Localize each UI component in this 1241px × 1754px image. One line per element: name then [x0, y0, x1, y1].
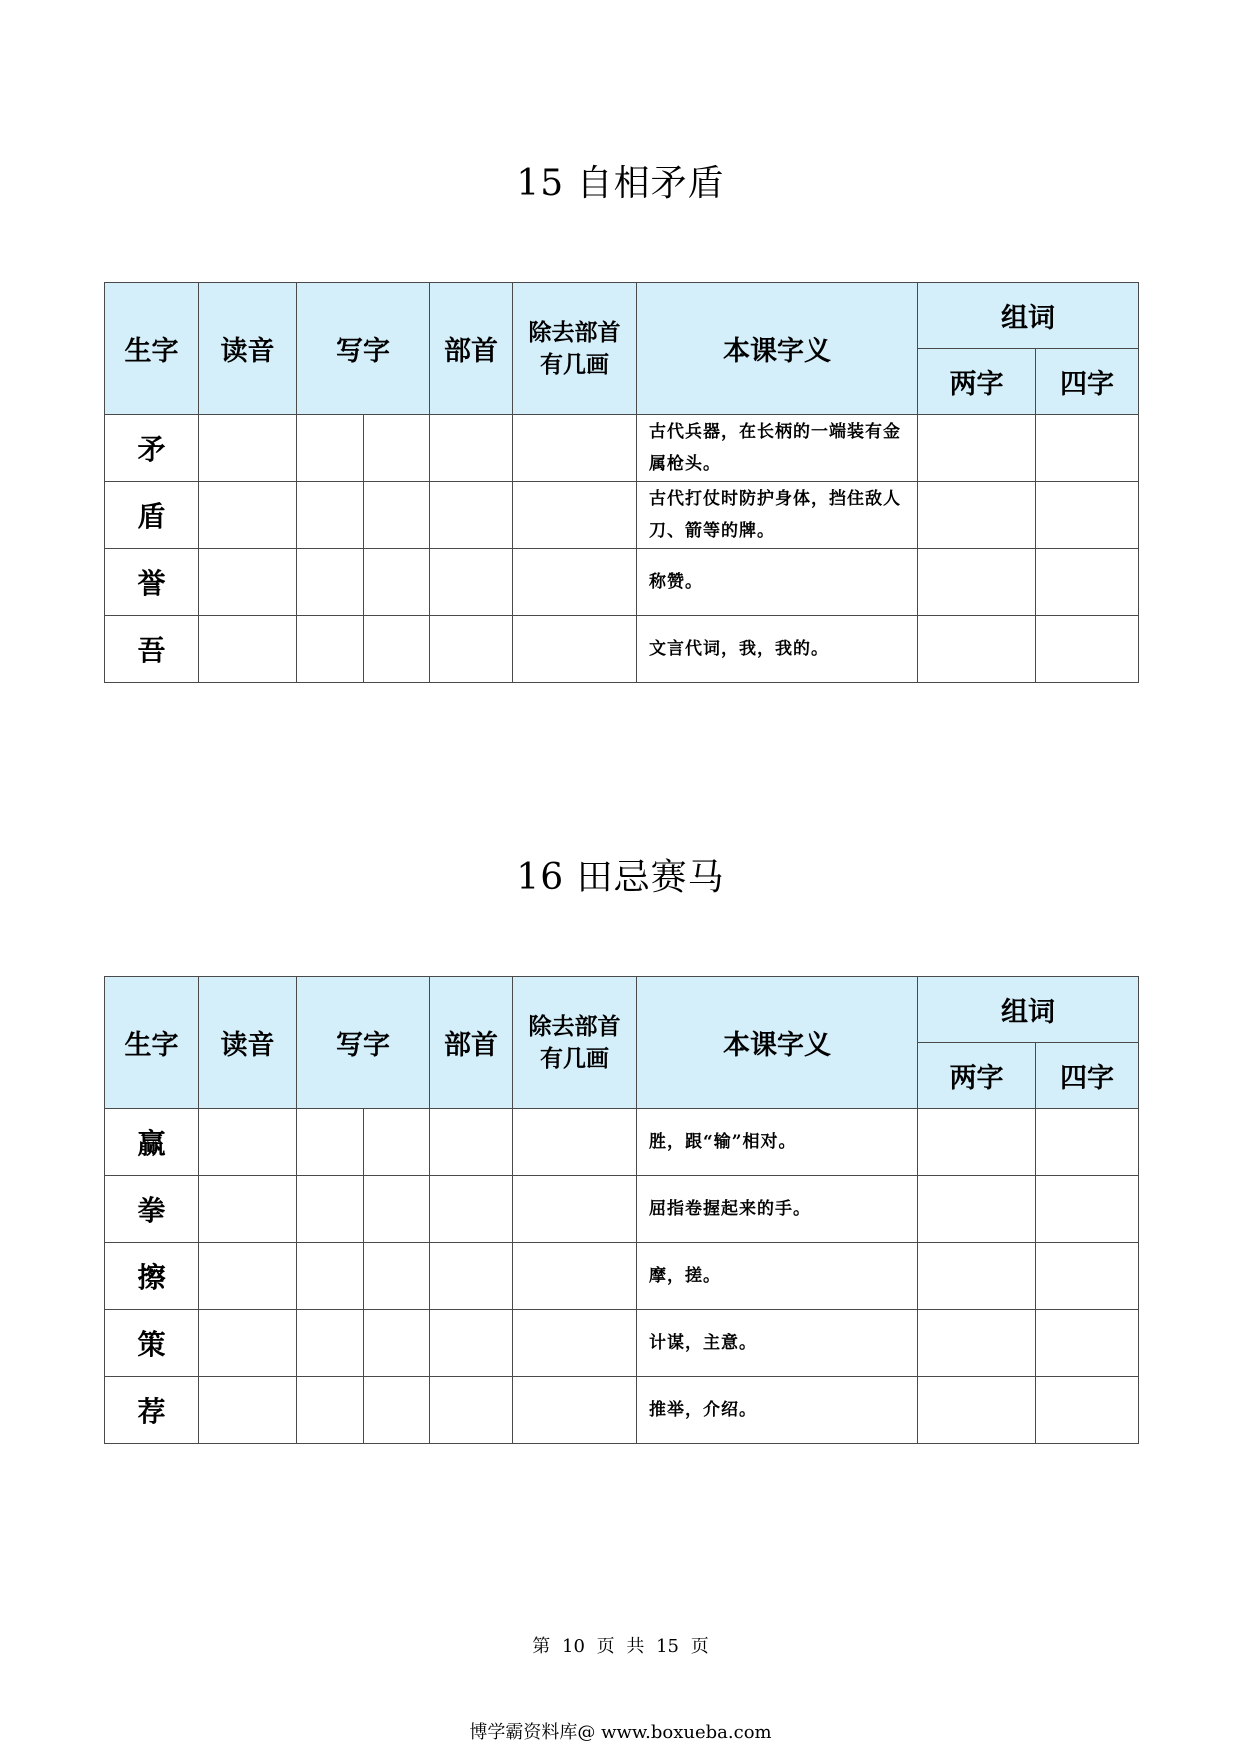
char-cell: 策: [105, 1310, 199, 1377]
pinyin-cell: [199, 549, 297, 616]
write-cell: [297, 1109, 364, 1176]
write-cell: [297, 1377, 364, 1444]
meaning-cell: 称赞。: [637, 549, 918, 616]
radical-cell: [430, 549, 513, 616]
write-cell: [364, 1109, 430, 1176]
write-cell: [297, 1176, 364, 1243]
header-strokes-line1: 除去部首: [528, 1013, 621, 1040]
four-char-word-cell: [1036, 1310, 1139, 1377]
two-char-word-cell: [918, 415, 1036, 482]
header-strokes-line2: 有几画: [540, 1045, 609, 1072]
strokes-cell: [513, 1176, 637, 1243]
strokes-cell: [513, 1243, 637, 1310]
write-cell: [297, 482, 364, 549]
table-row: [105, 1377, 1139, 1444]
strokes-cell: [513, 415, 637, 482]
meaning-cell: 屈指卷握起来的手。: [637, 1176, 918, 1243]
char-cell: 誉: [105, 549, 199, 616]
char-cell: 盾: [105, 482, 199, 549]
header-four-char-words: 四字: [1036, 349, 1139, 415]
table-body: [105, 415, 1139, 683]
strokes-cell: [513, 616, 637, 683]
header-char: 生字: [105, 977, 199, 1109]
source-watermark: 博学霸资料库@ www.boxueba.com: [469, 1722, 772, 1743]
header-strokes: [513, 977, 637, 1109]
char-cell: 拳: [105, 1176, 199, 1243]
table-row: [105, 616, 1139, 683]
pinyin-cell: [199, 1176, 297, 1243]
radical-cell: [430, 1109, 513, 1176]
header-strokes-line1: 除去部首: [528, 319, 621, 346]
four-char-word-cell: [1036, 1377, 1139, 1444]
write-cell: [364, 616, 430, 683]
vocabulary-table: [104, 282, 1139, 683]
table-row: [105, 1310, 1139, 1377]
char-cell: 赢: [105, 1109, 199, 1176]
write-cell: [364, 1377, 430, 1444]
meaning-cell: 古代兵器，在长柄的一端装有金属枪头。: [637, 415, 918, 482]
write-cell: [364, 549, 430, 616]
header-radical: 部首: [430, 977, 513, 1109]
write-cell: [364, 482, 430, 549]
header-two-char-words: 两字: [918, 349, 1036, 415]
pinyin-cell: [199, 482, 297, 549]
write-cell: [364, 1243, 430, 1310]
table-body: [105, 1109, 1139, 1444]
header-strokes: [513, 283, 637, 415]
table-row: [105, 549, 1139, 616]
meaning-cell: 文言代词，我，我的。: [637, 616, 918, 683]
pinyin-cell: [199, 1310, 297, 1377]
header-pinyin: 读音: [199, 283, 297, 415]
pinyin-cell: [199, 1243, 297, 1310]
write-cell: [364, 1310, 430, 1377]
header-meaning: 本课字义: [637, 977, 918, 1109]
two-char-word-cell: [918, 1109, 1036, 1176]
radical-cell: [430, 415, 513, 482]
meaning-cell: 计谋，主意。: [637, 1310, 918, 1377]
header-words: 组词: [918, 977, 1139, 1043]
four-char-word-cell: [1036, 415, 1139, 482]
strokes-cell: [513, 549, 637, 616]
strokes-cell: [513, 482, 637, 549]
two-char-word-cell: [918, 1176, 1036, 1243]
write-cell: [297, 415, 364, 482]
strokes-cell: [513, 1310, 637, 1377]
pinyin-cell: [199, 415, 297, 482]
vocabulary-table: [104, 976, 1139, 1444]
header-radical: 部首: [430, 283, 513, 415]
two-char-word-cell: [918, 616, 1036, 683]
radical-cell: [430, 1176, 513, 1243]
pinyin-cell: [199, 616, 297, 683]
two-char-word-cell: [918, 549, 1036, 616]
char-cell: 荐: [105, 1377, 199, 1444]
two-char-word-cell: [918, 482, 1036, 549]
radical-cell: [430, 482, 513, 549]
char-cell: 矛: [105, 415, 199, 482]
write-cell: [297, 1310, 364, 1377]
radical-cell: [430, 1377, 513, 1444]
radical-cell: [430, 1243, 513, 1310]
char-cell: 吾: [105, 616, 199, 683]
write-cell: [297, 616, 364, 683]
meaning-cell: 摩，搓。: [637, 1243, 918, 1310]
table-row: [105, 415, 1139, 482]
write-cell: [297, 549, 364, 616]
header-char: 生字: [105, 283, 199, 415]
page-number: 第 10 页 共 15 页: [532, 1636, 709, 1657]
header-write: 写字: [297, 283, 430, 415]
header-meaning: 本课字义: [637, 283, 918, 415]
table-row: [105, 482, 1139, 549]
write-cell: [364, 415, 430, 482]
table-row: [105, 1176, 1139, 1243]
table-row: [105, 1109, 1139, 1176]
four-char-word-cell: [1036, 1243, 1139, 1310]
char-cell: 擦: [105, 1243, 199, 1310]
four-char-word-cell: [1036, 482, 1139, 549]
header-write: 写字: [297, 977, 430, 1109]
meaning-cell: 胜，跟“输”相对。: [637, 1109, 918, 1176]
two-char-word-cell: [918, 1310, 1036, 1377]
pinyin-cell: [199, 1109, 297, 1176]
write-cell: [297, 1243, 364, 1310]
meaning-cell: 推举，介绍。: [637, 1377, 918, 1444]
two-char-word-cell: [918, 1243, 1036, 1310]
four-char-word-cell: [1036, 1176, 1139, 1243]
lesson-title: 16 田忌赛马: [516, 857, 725, 898]
four-char-word-cell: [1036, 549, 1139, 616]
header-pinyin: 读音: [199, 977, 297, 1109]
radical-cell: [430, 1310, 513, 1377]
header-words: 组词: [918, 283, 1139, 349]
strokes-cell: [513, 1377, 637, 1444]
lesson-title: 15 自相矛盾: [516, 163, 725, 204]
write-cell: [364, 1176, 430, 1243]
four-char-word-cell: [1036, 616, 1139, 683]
meaning-cell: 古代打仗时防护身体，挡住敌人刀、箭等的牌。: [637, 482, 918, 549]
four-char-word-cell: [1036, 1109, 1139, 1176]
header-four-char-words: 四字: [1036, 1043, 1139, 1109]
radical-cell: [430, 616, 513, 683]
two-char-word-cell: [918, 1377, 1036, 1444]
strokes-cell: [513, 1109, 637, 1176]
header-two-char-words: 两字: [918, 1043, 1036, 1109]
header-strokes-line2: 有几画: [540, 351, 609, 378]
pinyin-cell: [199, 1377, 297, 1444]
table-row: [105, 1243, 1139, 1310]
